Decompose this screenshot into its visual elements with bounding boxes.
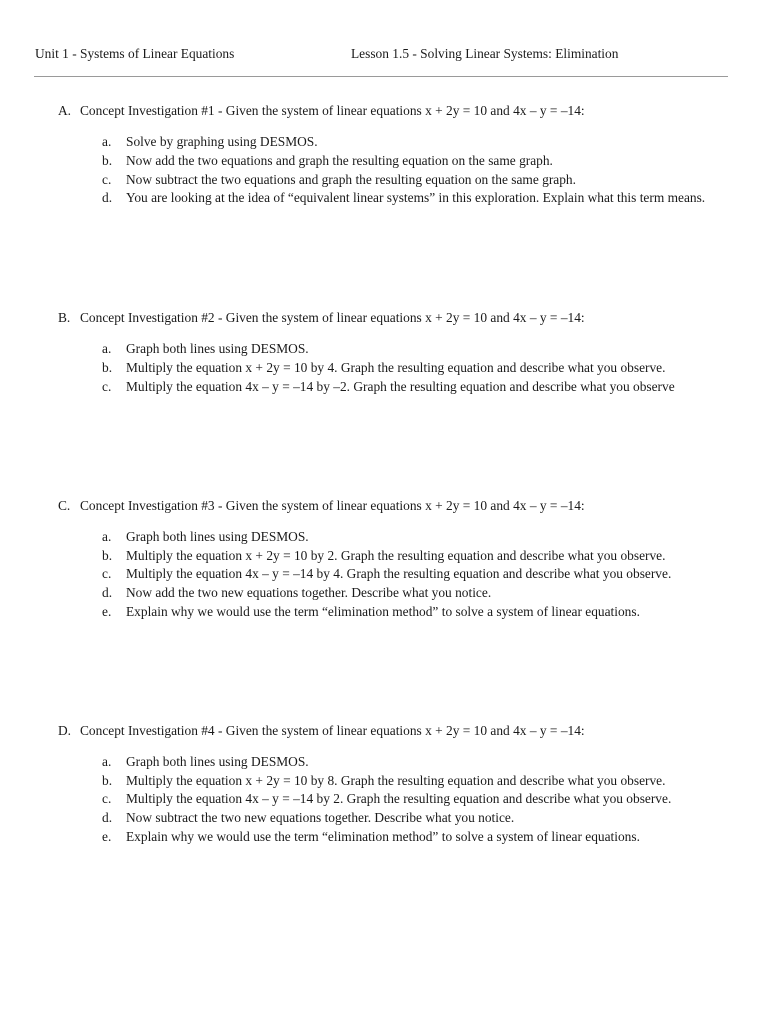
item-text: Multiply the equation x + 2y = 10 by 2. Graph the resulting equation and describe what you observe. [126,547,666,563]
question-list [102,755,752,848]
item-text: Multiply the equation x + 2y = 10 by 4. Graph the resulting equation and describe what you observe. [126,359,666,375]
question-list [102,135,752,210]
item-marker: b. [102,359,113,375]
item-marker: b. [102,772,113,788]
item-marker: d. [102,190,113,206]
header-lesson-title: Lesson 1.5 - Solving Linear Systems: Elimination [351,46,619,61]
section-heading [58,311,748,327]
list-item [102,191,752,210]
list-item [102,530,752,549]
list-item [102,605,752,624]
list-item [102,154,752,173]
item-text: Now add the two equations and graph the resulting equation on the same graph. [126,152,553,168]
header-divider [34,76,728,77]
section-title-text: Concept Investigation #1 - Given the system of linear equations x + 2y = 10 and 4x – y = –14: [80,103,585,118]
item-text: You are looking at the idea of “equivalent linear systems” in this exploration. Explain what this term means. [126,190,706,206]
list-item [102,342,752,361]
list-item [102,792,752,811]
section-title-text: Concept Investigation #4 - Given the system of linear equations x + 2y = 10 and 4x – y = –14: [80,723,585,738]
item-marker: b. [102,547,113,563]
item-text: Multiply the equation 4x – y = –14 by 2. Graph the resulting equation and describe what you observe. [126,791,672,807]
item-marker: c. [102,171,112,187]
item-text: Multiply the equation 4x – y = –14 by 4. Graph the resulting equation and describe what you observe. [126,566,672,582]
item-marker: d. [102,585,113,601]
item-marker: c. [102,566,112,582]
item-marker: a. [102,529,112,544]
section-letter: D. [58,723,72,738]
list-item [102,361,752,380]
item-marker: b. [102,152,113,168]
question-list [102,530,752,623]
item-marker: e. [102,603,112,619]
item-marker: d. [102,810,113,826]
item-text: Graph both lines using DESMOS. [126,529,309,544]
question-list [102,342,752,398]
section-heading [58,104,748,120]
item-text: Solve by graphing using DESMOS. [126,134,318,149]
list-item [102,774,752,793]
item-marker: c. [102,378,112,394]
section-letter: C. [58,498,71,513]
item-marker: e. [102,828,112,844]
item-text: Explain why we would use the term “elimination method” to solve a system of linear equations. [126,828,640,844]
item-marker: a. [102,754,112,769]
item-text: Now subtract the two new equations together. Describe what you notice. [126,810,515,826]
list-item [102,586,752,605]
item-marker: a. [102,134,112,149]
section-title-text: Concept Investigation #2 - Given the system of linear equations x + 2y = 10 and 4x – y = –14: [80,310,585,325]
item-text: Multiply the equation x + 2y = 10 by 8. Graph the resulting equation and describe what you observe. [126,772,666,788]
item-text: Graph both lines using DESMOS. [126,754,309,769]
item-text: Now subtract the two equations and graph the resulting equation on the same graph. [126,171,576,187]
list-item [102,380,752,399]
section-c [58,498,748,619]
item-text: Now add the two new equations together. Describe what you notice. [126,585,492,601]
item-text: Explain why we would use the term “elimination method” to solve a system of linear equations. [126,603,640,619]
list-item [102,567,752,586]
section-heading [58,724,748,740]
section-letter: B. [58,310,71,325]
list-item [102,755,752,774]
section-b [58,310,748,394]
item-marker: a. [102,341,112,356]
list-item [102,549,752,568]
section-a [58,103,748,206]
section-letter: A. [58,103,72,118]
section-d [58,723,748,844]
section-title-text: Concept Investigation #3 - Given the system of linear equations x + 2y = 10 and 4x – y = –14: [80,498,585,513]
item-text: Multiply the equation 4x – y = –14 by –2. Graph the resulting equation and describe what you observe [126,378,675,394]
list-item [102,830,752,849]
item-marker: c. [102,791,112,807]
list-item [102,173,752,192]
section-heading [58,499,748,515]
list-item [102,135,752,154]
item-text: Graph both lines using DESMOS. [126,341,309,356]
list-item [102,811,752,830]
header-unit-title: Unit 1 - Systems of Linear Equations [35,46,235,61]
